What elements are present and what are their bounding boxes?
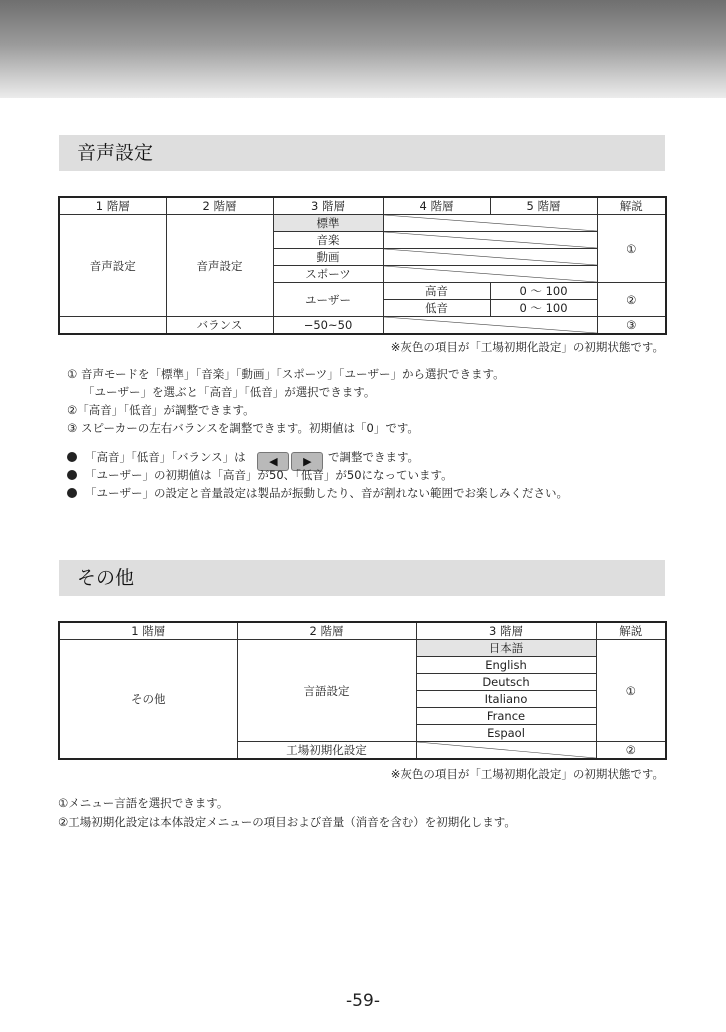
empty-diagonal-cell [383, 266, 597, 283]
header-cell: 5 階層 [490, 197, 597, 215]
header-cell: 2 階層 [166, 197, 273, 215]
level2-language: 言語設定 [237, 640, 416, 742]
empty-diagonal-cell [383, 249, 597, 266]
empty-diagonal-cell [383, 215, 597, 232]
level2-audio: 音声設定 [166, 215, 273, 317]
audio-settings-table [58, 196, 667, 335]
ref-2: ② [597, 283, 666, 317]
bullet-text: 「高音」「低音」「バランス」は [85, 450, 246, 464]
empty-diagonal-cell [383, 317, 597, 335]
low-label: 低音 [383, 300, 490, 317]
table-header-row [59, 197, 666, 215]
explanation-1: ① 音声モードを「標準」「音楽」「動画」「スポーツ」「ユーザー」から選択できます。 [67, 367, 505, 381]
explanation-3: ③ スピーカーの左右バランスを調整できます。初期値は「0」です。 [67, 421, 419, 435]
explanation-1b: 「ユーザー」を選ぶと「高音」「低音」が選択できます。 [83, 385, 376, 399]
page-header-band [0, 0, 726, 98]
header-cell: 1 階層 [59, 622, 237, 640]
explanation-2: ②「高音」「低音」が調整できます。 [67, 403, 255, 417]
bullet-text: 「ユーザー」の初期値は「高音」が50、「低音」が50になっています。 [85, 468, 453, 482]
balance-label: バランス [166, 317, 273, 335]
high-range: 0 ～ 100 [490, 283, 597, 300]
language-english: English [416, 657, 596, 674]
language-italian: Italiano [416, 691, 596, 708]
language-french: France [416, 708, 596, 725]
bullet-icon [67, 488, 77, 498]
ref-1: ① [596, 640, 666, 742]
mode-standard: 標準 [273, 215, 383, 232]
header-cell: 解説 [597, 197, 666, 215]
header-cell: 2 階層 [237, 622, 416, 640]
footnote-other: ※灰色の項目が「工場初期化設定」の初期状態です。 [390, 767, 664, 781]
mode-video: 動画 [273, 249, 383, 266]
page-number: -59- [346, 991, 380, 1011]
header-cell: 3 階層 [416, 622, 596, 640]
empty-diagonal-cell [416, 742, 596, 760]
bullet-item [67, 467, 453, 484]
mode-sports: スポーツ [273, 266, 383, 283]
table-header-row [59, 622, 666, 640]
section-title-audio: 音声設定 [59, 135, 665, 171]
balance-range: −50~50 [273, 317, 383, 335]
right-arrow-icon: ▶ [291, 452, 323, 471]
header-cell: 4 階層 [383, 197, 490, 215]
bullet-icon [67, 452, 77, 462]
language-japanese: 日本語 [416, 640, 596, 657]
bullet-icon [67, 470, 77, 480]
left-arrow-icon: ◀ [257, 452, 289, 471]
other-settings-table [58, 621, 667, 760]
header-cell: 1 階層 [59, 197, 166, 215]
language-spanish: Espaol [416, 725, 596, 742]
header-cell: 解説 [596, 622, 666, 640]
ref-2: ② [596, 742, 666, 760]
header-cell: 3 階層 [273, 197, 383, 215]
factory-reset-label: 工場初期化設定 [237, 742, 416, 760]
bullet-text: 「ユーザー」の設定と音量設定は製品が振動したり、音が割れない範囲でお楽しみください。 [85, 486, 568, 500]
level1-other: その他 [59, 640, 237, 760]
ref-1: ① [597, 215, 666, 283]
section-title-other: その他 [59, 560, 665, 596]
empty-diagonal-cell [383, 232, 597, 249]
mode-user: ユーザー [273, 283, 383, 317]
bullet-item [67, 485, 568, 502]
bullet-text: で調整できます。 [327, 450, 420, 464]
language-german: Deutsch [416, 674, 596, 691]
high-label: 高音 [383, 283, 490, 300]
level1-audio: 音声設定 [59, 215, 166, 317]
ref-3: ③ [597, 317, 666, 335]
explanation-other-2: ②工場初期化設定は本体設定メニューの項目および音量（消音を含む）を初期化します。 [58, 815, 516, 829]
low-range: 0 ～ 100 [490, 300, 597, 317]
footnote-audio: ※灰色の項目が「工場初期化設定」の初期状態です。 [390, 340, 664, 354]
empty-cell [59, 317, 166, 335]
mode-music: 音楽 [273, 232, 383, 249]
explanation-other-1: ①メニュー言語を選択できます。 [58, 796, 229, 810]
